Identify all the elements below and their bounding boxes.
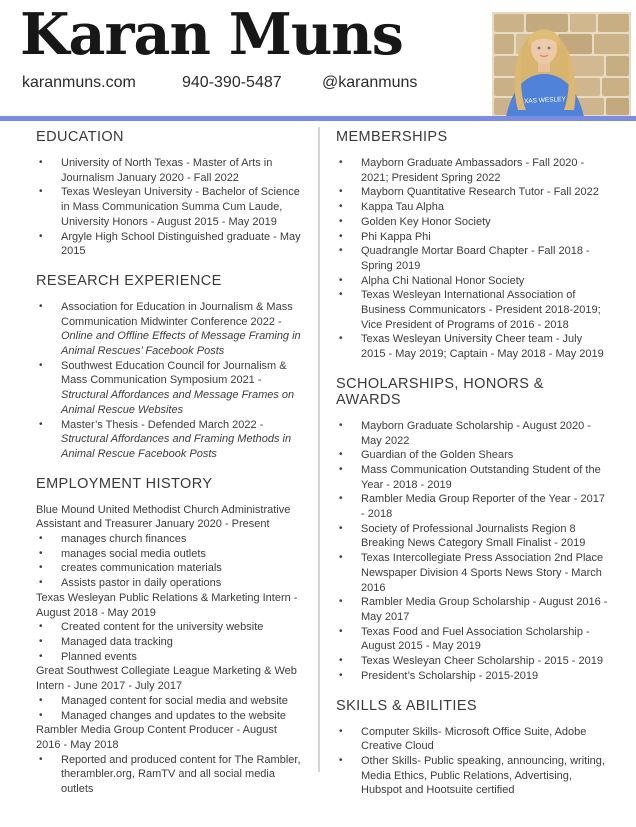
bullet-item — [36, 230, 304, 259]
bullet-text: Kappa Tau Alpha — [361, 201, 444, 214]
bullet-text: Rambler Media Group Reporter of the Year - 2017 - 2018 — [361, 493, 605, 521]
bullet-item — [36, 635, 304, 650]
bullet-text: Created content for the university website — [61, 621, 264, 634]
bullet-text: Phi Kappa Phi — [361, 230, 431, 243]
bullet-item — [336, 215, 608, 230]
bullet-icon: • — [339, 157, 343, 168]
bullet-icon: • — [339, 419, 343, 431]
bullet-item — [336, 230, 608, 245]
bullet-icon: • — [339, 655, 343, 667]
bullet-icon: • — [339, 552, 343, 564]
bullet-text: manages social media outlets — [61, 547, 206, 560]
shirt-text: XAS WESLEY — [523, 95, 567, 106]
bullet-item — [336, 725, 608, 754]
bullet-item — [336, 244, 608, 273]
section-education — [36, 129, 304, 259]
bullet-item — [336, 492, 608, 521]
bullet-icon: • — [39, 157, 43, 168]
bullet-text: Assists pastor in daily operations — [61, 577, 222, 590]
publication-title: Online and Offline Effects of Message Framing in Animal Rescues’ Facebook Posts — [61, 330, 301, 358]
bullet-icon: • — [39, 650, 43, 662]
bullet-item — [36, 561, 304, 576]
bullet-text: Managed content for social media and website — [61, 694, 288, 707]
bullet-icon: • — [339, 215, 343, 227]
section-scholarships-honors-awards — [336, 376, 608, 684]
bullet-icon: • — [339, 596, 343, 608]
bullet-text: Guardian of the Golden Shears — [361, 449, 514, 462]
bullet-item — [336, 274, 608, 289]
bullet-text: Texas Food and Fuel Association Scholarship - August 2015 - May 2019 — [361, 625, 590, 653]
bullet-icon: • — [39, 300, 43, 312]
right-column — [320, 121, 636, 827]
section-skills-abilities — [336, 698, 608, 799]
bullet-icon: • — [339, 186, 343, 198]
bullet-text: Managed changes and updates to the website — [61, 709, 287, 722]
bullet-item — [36, 359, 304, 418]
bullet-text: Mayborn Quantitative Research Tutor - Fall 2022 — [361, 186, 599, 199]
bullet-icon: • — [39, 418, 43, 430]
bullet-text: University of North Texas - Master of Arts in Journalism January 2020 - Fall 2022 — [61, 157, 273, 184]
bullet-icon: • — [39, 694, 43, 706]
bullet-icon: • — [339, 754, 343, 766]
bullet-text: creates communication materials — [61, 562, 222, 575]
section-heading-education: EDUCATION — [36, 129, 124, 145]
bullet-item — [36, 694, 304, 709]
bullet-item — [36, 620, 304, 635]
section-heading-skills-abilities: SKILLS & ABILITIES — [336, 697, 477, 714]
publication-title: Structural Affordances and Framing Methods in Animal Rescue Facebook Posts — [61, 433, 292, 460]
bullet-text: Other Skills- Public speaking, announcing, writing, Media Ethics, Public Relations, Advertising, Hubspot and Hootsuite certified — [361, 754, 605, 797]
website-text: karanmuns.com — [22, 74, 136, 91]
bullet-text: Golden Key Honor Society — [361, 215, 491, 228]
bullet-item — [336, 332, 608, 361]
bullet-text: Mass Communication Outstanding Student of the Year - 2018 - 2019 — [361, 463, 601, 491]
bullet-item — [336, 625, 608, 654]
bullet-icon: • — [339, 725, 343, 737]
bullet-item — [336, 522, 608, 551]
left-column — [0, 121, 318, 827]
bullet-item — [36, 650, 304, 665]
bullet-item — [336, 463, 608, 492]
job-title: Blue Mound United Methodist Church Administrative Assistant and Treasurer January 2020 - Present — [36, 503, 291, 531]
bullet-icon: • — [39, 533, 43, 545]
bullet-icon: • — [339, 245, 343, 257]
bullet-item — [36, 576, 304, 591]
bullet-text: Mayborn Graduate Ambassadors - Fall 2020 - 2021; President Spring 2022 — [361, 157, 585, 184]
bullet-text: Master’s Thesis - Defended March 2022 - Structural Affordances and Framing Methods in Animal Rescue Facebook Posts — [61, 418, 292, 460]
bullet-text: Argyle High School Distinguished graduate - May 2015 — [61, 230, 301, 258]
bullet-item — [36, 753, 304, 797]
bullet-icon: • — [339, 274, 343, 286]
bullet-text: Texas Wesleyan University Cheer team - July 2015 - May 2019; Captain - May 2018 - May 2019 — [361, 333, 604, 361]
bullet-text: Society of Professional Journalists Region 8 Breaking News Category Small Finalist - 2019 — [361, 522, 586, 550]
section-heading-scholarships-honors-awards: SCHOLARSHIPS, HONORS & AWARDS — [336, 375, 544, 408]
section-heading-employment-history: EMPLOYMENT HISTORY — [36, 475, 213, 492]
bullet-text: Reported and produced content for The Rambler, therambler.org, RamTV and all social media outlets — [61, 753, 301, 796]
job-title: Texas Wesleyan Public Relations & Marketing Intern - August 2018 - May 2019 — [36, 591, 298, 619]
bullet-icon: • — [339, 449, 343, 461]
bullet-icon: • — [39, 621, 43, 633]
bullet-item — [336, 156, 608, 185]
section-heading-memberships: MEMBERSHIPS — [336, 129, 448, 145]
phone-text: 940-390-5487 — [182, 74, 282, 91]
bullet-item — [36, 300, 304, 359]
bullet-icon: • — [339, 493, 343, 505]
page-title: Karan Muns — [20, 1, 403, 68]
social-handle-text: @karanmuns — [322, 74, 418, 91]
bullet-item — [36, 532, 304, 547]
bullet-item — [36, 185, 304, 229]
section-heading-research-experience: RESEARCH EXPERIENCE — [36, 272, 222, 289]
bullet-item — [36, 156, 304, 185]
bullet-item — [336, 654, 608, 669]
bullet-icon: • — [39, 577, 43, 589]
bullet-text: Managed data tracking — [61, 635, 173, 648]
bullet-text: Rambler Media Group Scholarship - August 2016 - May 2017 — [361, 596, 608, 623]
bullet-text: Southwest Education Council for Journalism & Mass Communication Symposium 2021 - Structural Affordances and Message Frames on Animal Rescue Websites — [61, 359, 295, 416]
bullet-icon: • — [339, 669, 343, 681]
bullet-text: President’s Scholarship - 2015-2019 — [361, 669, 539, 682]
bullet-text: Computer Skills- Microsoft Office Suite, Adobe Creative Cloud — [361, 725, 587, 753]
bullet-item — [336, 419, 608, 448]
bullet-text: Planned events — [61, 650, 137, 663]
bullet-icon: • — [339, 625, 343, 637]
section-memberships — [336, 129, 608, 362]
bullet-item — [336, 595, 608, 624]
bullet-icon: • — [39, 709, 43, 721]
publication-title: Structural Affordances and Message Frames on Animal Rescue Websites — [61, 389, 295, 416]
bullet-icon: • — [39, 186, 43, 198]
bullet-item — [36, 709, 304, 724]
resume-body — [0, 121, 636, 827]
bullet-icon: • — [339, 463, 343, 475]
resume-header — [0, 1, 636, 116]
bullet-text: Texas Wesleyan Cheer Scholarship - 2015 - 2019 — [361, 655, 603, 668]
bullet-icon: • — [39, 753, 43, 765]
bullet-item — [36, 547, 304, 562]
bullet-icon: • — [39, 547, 43, 559]
bullet-item — [336, 669, 608, 684]
bullet-item — [336, 200, 608, 215]
profile-photo-illustration — [492, 12, 631, 117]
bullet-icon: • — [339, 201, 343, 213]
bullet-text: Quadrangle Mortar Board Chapter - Fall 2018 - Spring 2019 — [361, 245, 590, 272]
bullet-item — [336, 551, 608, 595]
resume-page — [0, 1, 636, 827]
bullet-text: Texas Wesleyan University - Bachelor of Science in Mass Communication Summa Cum Laude, University Honors - August 2015 - May 2019 — [61, 186, 300, 228]
bullet-text: Texas Wesleyan International Association of Business Communicators - President 2018-2019; Vice President of Programs of 2016 - 2018 — [361, 289, 601, 331]
bullet-icon: • — [339, 522, 343, 534]
bullet-icon: • — [39, 230, 43, 242]
bullet-icon: • — [339, 289, 343, 301]
bullet-text: Association for Education in Journalism & Mass Communication Midwinter Conference 2022 - Online and Offline Effects of Message Framing in Animal Rescues’ Facebook Posts — [61, 300, 301, 358]
profile-photo — [492, 12, 631, 117]
bullet-item — [336, 185, 608, 200]
bullet-text: Alpha Chi National Honor Society — [361, 274, 525, 287]
job-title: Great Southwest Collegiate League Marketing & Web Intern - June 2017 - July 2017 — [36, 665, 297, 693]
bullet-item — [336, 448, 608, 463]
bullet-icon: • — [39, 635, 43, 647]
bullet-icon: • — [39, 562, 43, 574]
bullet-icon: • — [339, 230, 343, 242]
bullet-text: Mayborn Graduate Scholarship - August 2020 - May 2022 — [361, 419, 591, 447]
bullet-item — [336, 754, 608, 798]
bullet-text: Texas Intercollegiate Press Association 2nd Place Newspaper Division 4 Sports News Story - March 2016 — [361, 552, 604, 594]
bullet-item — [36, 418, 304, 462]
section-employment-history — [36, 476, 304, 797]
section-research-experience — [36, 273, 304, 462]
bullet-text: manages church finances — [61, 533, 187, 546]
bullet-icon: • — [339, 333, 343, 345]
bullet-icon: • — [39, 359, 43, 371]
job-title: Rambler Media Group Content Producer - August 2016 - May 2018 — [36, 724, 277, 751]
bullet-item — [336, 288, 608, 332]
